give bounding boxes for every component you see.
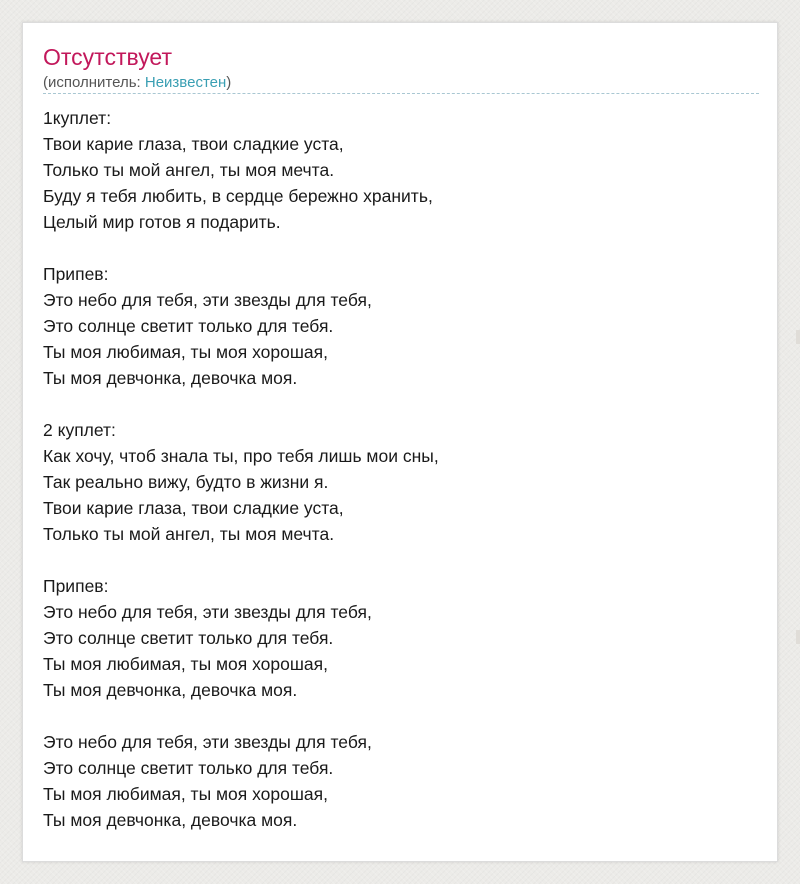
lyric-line: Как хочу, чтоб знала ты, про тебя лишь мои сны, [43, 446, 439, 466]
artist-link[interactable]: Неизвестен [144, 74, 227, 91]
lyric-line: 2 куплет: [43, 420, 116, 440]
lyric-line: Это небо для тебя, эти звезды для тебя, [43, 602, 372, 622]
lyric-line: Ты моя любимая, ты моя хорошая, [43, 784, 328, 804]
lyric-line: Твои карие глаза, твои сладкие уста, [43, 498, 344, 518]
stanza-verse-2 [43, 417, 759, 547]
lyric-line: 1куплет: [43, 108, 112, 128]
title-divider [43, 93, 759, 94]
lyric-line: Твои карие глаза, твои сладкие уста, [43, 134, 344, 154]
artist-prefix: (исполнитель: [43, 74, 145, 91]
lyrics-card [22, 22, 778, 862]
lyric-line: Так реально вижу, будто в жизни я. [43, 472, 329, 492]
lyric-line: Буду я тебя любить, в сердце бережно хранить, [43, 186, 433, 206]
lyric-line: Ты моя любимая, ты моя хорошая, [43, 654, 328, 674]
lyric-line: Только ты мой ангел, ты моя мечта. [43, 524, 335, 544]
lyric-line: Это солнце светит только для тебя. [43, 628, 334, 648]
lyric-line: Ты моя девчонка, девочка моя. [43, 810, 298, 830]
lyric-line: Это солнце светит только для тебя. [43, 758, 334, 778]
stanza-chorus-1 [43, 261, 759, 391]
lyric-line: Припев: [43, 576, 109, 596]
lyric-line: Припев: [43, 264, 109, 284]
lyric-line: Ты моя любимая, ты моя хорошая, [43, 342, 328, 362]
lyric-line: Ты моя девчонка, девочка моя. [43, 368, 298, 388]
lyrics-text [43, 105, 759, 833]
lyric-line: Это солнце светит только для тебя. [43, 316, 334, 336]
artist-suffix: ) [226, 74, 232, 91]
lyric-line: Только ты мой ангел, ты моя мечта. [43, 160, 335, 180]
stanza-chorus-2 [43, 573, 759, 703]
stanza-chorus-3 [43, 729, 759, 833]
song-title: Отсутствует [43, 44, 172, 70]
lyric-line: Это небо для тебя, эти звезды для тебя, [43, 732, 372, 752]
lyric-line: Ты моя девчонка, девочка моя. [43, 680, 298, 700]
stanza-verse-1 [43, 105, 759, 235]
artist-line [43, 73, 231, 93]
page-edge-mark [796, 630, 800, 644]
page-edge-mark [796, 330, 800, 344]
lyric-line: Это небо для тебя, эти звезды для тебя, [43, 290, 372, 310]
lyric-line: Целый мир готов я подарить. [43, 212, 281, 232]
